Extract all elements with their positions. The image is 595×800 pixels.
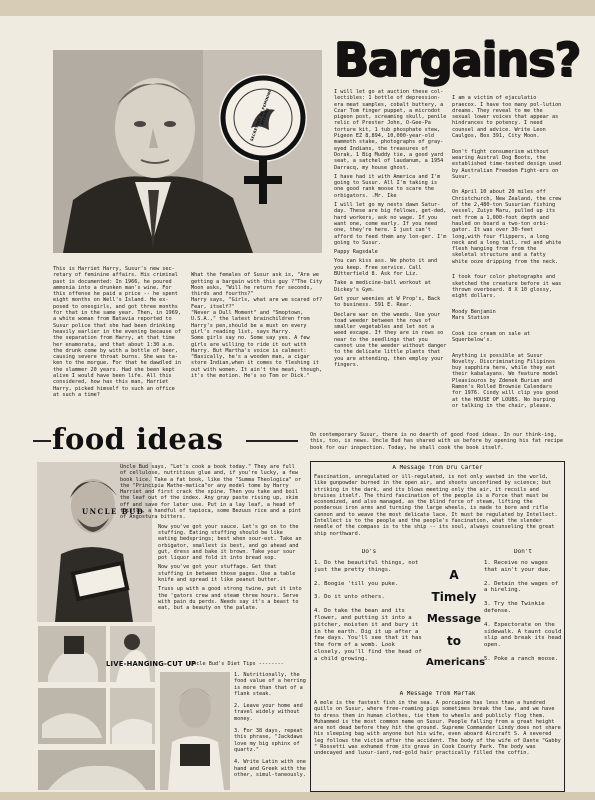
recipe-paragraph: Now you've got your sauce. Let's go on to the stuffing. Eating stuffing should be like eating bedsprings; best when sour-est. Take an orbigator, smallest is best, and go ahead and gut, dress and bake it brown. Take your sour pot liquor and fold it into bread sop. [158,523,302,562]
carter-body-text: Fascination, unregulated or ill-regulated, is not only wasted in the world, like gunpowder burned in the open air, and shoots unconfined by science; but striking in the dark, and its blows meeting only the air, it recoils and bruises itself. The third fascination of the people is a Force that must be economized, and also managed, as the blind force of steam, lifting the ponderous iron arms and turning the large wheels, is made to bore and rifle cannon and to weave the most delicate lace. It must be regulated by Intellect. Intellect is to the people and the people's fascination, what the slender needle of the compass is to the ship -- its soul, always counseling the great ship northward. [314,474,558,537]
timely-line: to [447,634,461,648]
donts-item: 2. Detain the wages of a hireling. [484,580,559,594]
bargains-title: Bargains? [334,33,581,87]
food-title-rule-right [246,440,298,442]
bargain-ad: I will let go at auction these col-lectibles: 1 bottle of depression-era meat samples, cobalt buttery, a Czar Tom finger puppet, a microdot pigeon post, screaming skull, penile relic of Prester John, O-Gee-Pa torture kit, 1 tub phosphate stew, Pigeon EZ 8,894, 10,000-year-old mammoth stake, photographs of gray-eyed Indians, the treasures of Dorak, 1 Big Muddy tie, a good yard seat, a satchel of laudanum, a 1954 Darracq, my house ghost. [334,89,447,171]
harriet-caption-left-text: This is Harriet Harry, Susur's new sec-retary of feminine affairs. His criminal past is documented: In 1966, he poured ammonia into a drunken man's wine. For this offense he paid a price -- he spent eight months on Well's Island. He ex-posed to onesgirls, and got three months for that in the same year. Then, in 1969, a white woman from Batavia reported to Susur police that she had been drinking heavily earlier in the evening because of the separation from Harry, at that time her enamorata, and that about 1:30 a.m. the drunk come by with a bottle of beer, causing severe throat burns. She was ta-ken to the morgue. For that he dawdled in the slammer 20 years. Had she been kept alive I would have been life. All this considered, how has this man, Harriet Harry, picked himself to such an office at such a time? [53,266,182,398]
hands-illustration-1 [38,626,106,682]
marfak-heading-text: A Message from Marfak [399,691,476,697]
donts-item: 3. Try the Twinkie defense. [484,601,545,614]
portrait-illustration [53,50,322,253]
bargain-ad-signature: Moody Benjamin Mars Station [452,308,496,322]
tips-heading: LIVE-HANGING-CUT UP [106,660,197,668]
bottom-margin-band [0,792,595,800]
hands-illustration-2 [110,626,155,682]
bargain-ad: Get your weenies at W Prop's, Back to business. 591 E. Rear. [334,295,441,309]
food-ideas-title: food ideas [52,422,224,456]
diet-tip: 1. Nutritionally, the food value of a herring is more than that of a flank steak. [234,672,306,697]
recipe-paragraph: Uncle Bud says, "Let's cook a book today." They are full of cellulose, nutritious glue and, if you're lucky, a few book lice. Take a fat book, like the "Summa Theologica" or the "Principia Mathe-matica"or any model tome by Harry Harriet and first crack the spine. Then you take and boil the leaf out of the index. Any gray paste rising up, skim off and save for later use. Put in a lay leaf, a head of thistle, a handful of tapioca, some Bezuus rice and a pint of Angostura bitters. [120,464,302,521]
dos-header-text: Do's [361,549,377,555]
dos-item: 3. Do it unto others. [314,594,385,601]
food-photo-4 [110,688,155,744]
bargains-column-2 [452,89,564,409]
harriet-harry-photo [53,50,322,253]
dos-item: 1. Do the beautiful things, not just the pretty things. [314,560,419,573]
timely-line: A [449,568,459,582]
food-intro-text: On contemporary Susur, there is no dearth of good food ideas. In our think-ing, this, too, is news. Uncle Bud has shared with us before by opening his fat recipe book for our inspection. Today, he shall cook the book itself. [310,432,563,451]
harriet-caption-right-text: What the females of Susur ask is, "Are we getting a bargain with this guy ?"The City Moon asks, "Will he return for seconds, thirds and fourths?" Harry says, "Girls, what are we scared of? Fear, itself?" "Never a Dull Moment" and "Smoptown, U.S.A.," the latest brainchildren from Harry's pen,should be a must on every girl's reading list, says Harry. Some girls say no. Some say yes. A few girls are willing to ride it out with Harry. But Martha's voice is calmest: "Basically, he's a wooden man, a cigar store Indian,when it comes to fleshing it out with women. It ain't the meat, though, it's the motion. He's so Tom or Dick." [191,272,323,380]
harriet-caption-left [53,266,184,410]
food-photo-5 [38,750,155,790]
tips-subheading [190,661,300,669]
recipe-paragraph: Truss up with a good strong twine, put it into the 'gators crew and steam three hours. Serve with pain du perds. Needs say it's a beast to eat, but a beauty on the palate. [158,586,302,612]
carter-body [314,474,561,544]
dos-header [314,549,424,557]
diet-tip: 4. Write Latin with one hand and Greek with the other, simul-taneously. [234,759,306,778]
timely-message [426,564,486,690]
timely-line: Timely [431,590,477,604]
marfak-body-text: A mole is the fastest fish in the sea. A porcupine has less than a hundred quills on Susur, where free-roaming pigs sometimes break the law, and we have to dress them in human clothes, tie them to wheels and publicly flog them. Muhammed is the most common name on Susur. People falling from a great height are not dead before they hit the ground. Supreme Commander Lindy does not share his sleeping bag with anyone but his wife, even aboard Aircraft S. A severed leg follows the victim after the accident. The body of the wife of Dante "Gabby " Rossetti was exhumed from its grave in Cook County Park. The body was undecayed and luxur-iant,red-gold hair practically filled the coffin. [314,700,561,757]
donts-header-text: Don't [513,549,533,555]
bargain-ad: Declare war on the weeds. Use your toad weeder between the rows of smaller vegetables and let not a weed escape. If they are in rows so near to the seedlings that you cannot use the weeder without danger to the delicate little plants that you are attending, then employ your fingers. [334,311,447,368]
uncle-bud-label: UNCLE BUD [82,507,145,516]
food-photo-3 [38,688,106,744]
bargain-ad-signature: Pappy Ragsdale [334,249,378,256]
food-photo-1 [38,626,106,682]
food-intro [310,432,564,456]
bargains-column-1 [334,89,447,409]
dos-item: 4. Do take the bean and its flower, and putting it into a pitcher, moisten it and bury it in the earth. Dig it up after a few days. You'll see that it has the form of a womb. Look closely, you'll find the head of a child growing. [314,608,422,662]
diet-tips [234,672,306,792]
donts-header [484,549,562,557]
bargain-ad: I took four color photographs and sketched the creature before it was thrown overboard. 8 X 10 glossy, eight dollars. [452,274,562,300]
recipe-paragraph: Now you've got your stuffage. Get that stuffing in between those pages. Use a table knife and spread it like peanut butter. [158,564,296,584]
bargain-ad: Cook ice cream on sale at Squerbelow's. [452,330,531,343]
dos-item: 2. Boogie 'till you puke. [314,580,399,587]
hands-illustration-3 [38,688,106,744]
marfak-body [314,700,561,788]
donts-item: 4. Expectorate on the sidewalk. A taunt could slip and break its head open. [484,621,562,649]
bargain-ad: On April 10 about 20 miles off Christchurch, New Zealand, the crew of the 2,480-ton Susurian fishing vessel, Zuiyo Maru, pulled up its net from a 1,000-foot depth and hauled on board a two-ton orbi-gator. It was over 30-feet long,with four flippers, a long neck and a long tail, red and white flesh hanging from from the skeletal structure and a fatty white ooze dripping from the neck. [452,189,562,265]
food-photo-2 [110,626,155,682]
donts-list [484,560,562,690]
carter-heading [312,465,563,473]
harriet-caption-right [191,266,323,410]
dos-list [314,560,424,690]
bargain-ad: I have had it with America and I'm going to Susur. All I'm taking is one good rank moose to scare the orbigators. .Mr. Ike [334,173,441,199]
bargain-ad: Take a medicine-ball workout at Dickey's Gym. [334,280,431,293]
hands-illustration-5 [38,750,155,790]
timely-line: Americans [426,657,486,668]
uncle-bud-eating-photo [160,672,230,790]
donts-item: 1. Receive no wages that ain't your due. [484,560,552,573]
emblem-text: SECRETARY OF FEMININE AFFAIRS [249,88,273,142]
donts-item: 5. Poke a ranch moose. [484,655,559,662]
uncle-bud-eating-illustration [160,672,230,790]
carter-heading-text: A Message from Dru Carter [392,465,483,471]
food-title-rule-left [33,440,51,442]
diet-tip: 2. Leave your home and travel widely without money. [234,703,303,722]
marfak-heading [312,691,563,699]
top-margin-band [0,0,595,16]
bargain-ad: I will let go my nests dawn Satur-day. These are big fellows, get-ded, hard workers, ask no wage. If you want one, come early. If you need one, they're here. I just can't afford to feed them any lon-ger. I'm going to Susur. [334,202,447,246]
tips-subheading-text: Uncle Bud's Diet Tips -------- [190,661,284,667]
timely-line: Message [426,612,482,625]
diet-tip: 3. For 38 days, repeat this phrase, "Jackdaws love my big sphinx of quartz." [234,728,303,753]
bargain-ad: Don't fight consumerism without wearing Austral Dog Boots, the established time-tested design used by Australian Freedom Fight-ers on Susur. [452,148,562,180]
hands-illustration-4 [110,688,155,744]
bargain-ad: I am a victim of ejaculatio praecox. I have too many pol-lution dreams. They reveal to me the sexual lower voices that appear as hindrances to potency. I need counsel and advice. Write Leon Caulgos, Box 391, City Moon. [452,95,562,140]
bargain-ad: You can kiss ass. We photo it and you keep. Free service. Call BUtterfield 8. Ask for Liz. [334,258,438,278]
bargain-ad: Anything is possible at Susur Novelty. Discriminating Filipinos buy sapphira here, while they eat their kabalayans. We feature model Pleasiouros by Zdenek Burian and Ramon's Rolled Brownie Calendars for 1976. Cindy will clip you good at the HOUSE OF LOUBS. No burping or talking in the chair, please. [452,352,559,409]
